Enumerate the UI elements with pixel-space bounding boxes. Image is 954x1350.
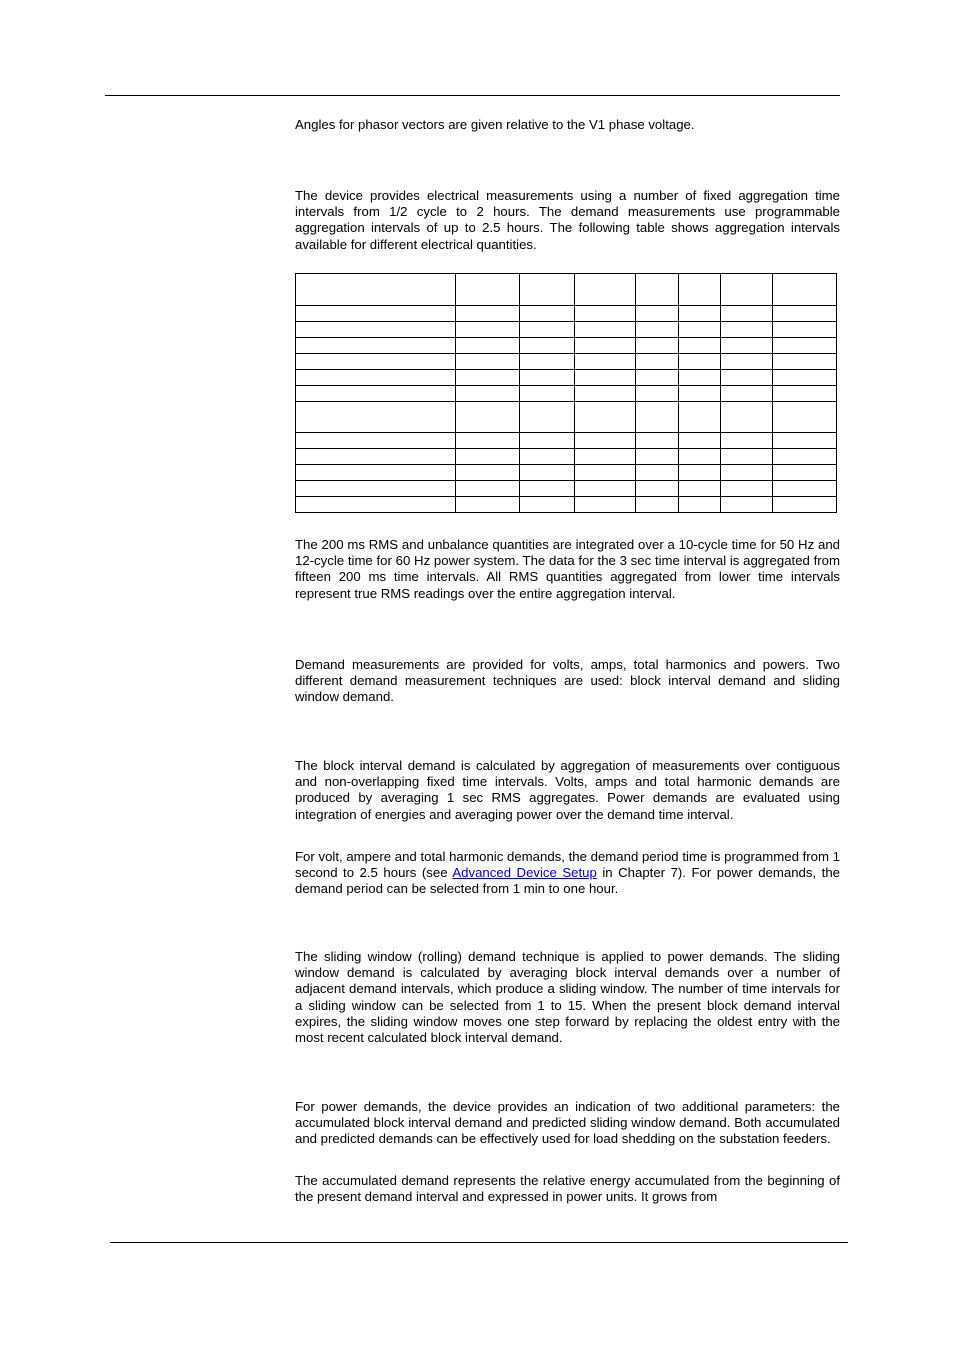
table-header-cell <box>679 274 721 306</box>
table-header-cell <box>456 274 520 306</box>
table-cell <box>520 370 575 386</box>
table-cell <box>773 354 837 370</box>
table-row <box>296 497 837 513</box>
table-cell <box>636 370 679 386</box>
table-cell <box>520 465 575 481</box>
table-cell <box>636 433 679 449</box>
table-cell <box>456 370 520 386</box>
table-cell <box>636 338 679 354</box>
table-cell <box>679 338 721 354</box>
table-header-cell <box>636 274 679 306</box>
table-cell <box>636 306 679 322</box>
table-cell <box>773 322 837 338</box>
demand-period-paragraph <box>295 849 840 898</box>
table-cell <box>721 322 773 338</box>
table-cell <box>773 465 837 481</box>
table-cell <box>575 449 636 465</box>
table-cell <box>721 338 773 354</box>
table-cell <box>721 386 773 402</box>
table-cell <box>575 322 636 338</box>
table-row <box>296 338 837 354</box>
table-row <box>296 322 837 338</box>
table-cell <box>679 481 721 497</box>
table-cell <box>456 465 520 481</box>
table-cell <box>520 322 575 338</box>
table-row <box>296 354 837 370</box>
table-cell <box>520 433 575 449</box>
sliding-window-paragraph: The sliding window (rolling) demand technique is applied to power demands. The sliding window demand is calculated by averaging block interval demands over a number of adjacent demand intervals, which produce a sliding window. The number of time intervals for a sliding window can be selected from 1 to 15. When the present block demand interval expires, the sliding window moves one step forward by replacing the oldest entry with the most recent calculated block interval demand. <box>295 949 840 1046</box>
advanced-device-setup-link[interactable]: Advanced Device Setup <box>452 865 597 881</box>
table-cell <box>456 433 520 449</box>
table-cell <box>296 402 456 433</box>
table-header-row <box>296 274 837 306</box>
header-rule <box>105 95 840 96</box>
table-header-cell <box>773 274 837 306</box>
table-cell <box>296 322 456 338</box>
table-cell <box>520 354 575 370</box>
table-cell <box>575 338 636 354</box>
table-header-cell <box>520 274 575 306</box>
table-cell <box>575 433 636 449</box>
table-cell <box>520 386 575 402</box>
phasor-angles-paragraph: Angles for phasor vectors are given relative to the V1 phase voltage. <box>295 117 695 132</box>
table-cell <box>721 481 773 497</box>
table-cell <box>520 497 575 513</box>
table-cell <box>575 497 636 513</box>
table-cell <box>679 402 721 433</box>
table-cell <box>296 338 456 354</box>
table-cell <box>721 354 773 370</box>
table-cell <box>679 354 721 370</box>
table-cell <box>456 322 520 338</box>
table-cell <box>721 465 773 481</box>
table-cell <box>679 386 721 402</box>
table-cell <box>773 433 837 449</box>
table-cell <box>296 370 456 386</box>
table-cell <box>456 354 520 370</box>
table-cell <box>575 386 636 402</box>
table-cell <box>520 338 575 354</box>
table-cell <box>296 386 456 402</box>
table-cell <box>520 449 575 465</box>
demand-intro-paragraph: Demand measurements are provided for volts, amps, total harmonics and powers. Two different demand measurement techniques are used: block interval demand and sliding window demand. <box>295 657 840 705</box>
table-row <box>296 481 837 497</box>
table-cell <box>456 338 520 354</box>
table-cell <box>296 306 456 322</box>
table-cell <box>721 497 773 513</box>
table-cell <box>520 402 575 433</box>
table-cell <box>773 497 837 513</box>
table-cell <box>773 386 837 402</box>
table-cell <box>636 354 679 370</box>
table-row <box>296 465 837 481</box>
table-cell <box>575 370 636 386</box>
aggregation-intro-paragraph: The device provides electrical measurements using a number of fixed aggregation time intervals from 1/2 cycle to 2 hours. The demand measurements use programmable aggregation intervals of up to 2.5 hours. The following table shows aggregation intervals available for different electrical quantities. <box>295 188 840 252</box>
table-cell <box>296 497 456 513</box>
table-cell <box>456 497 520 513</box>
table-cell <box>679 322 721 338</box>
aggregation-intervals-table <box>295 273 837 513</box>
table-cell <box>636 386 679 402</box>
table-cell <box>575 481 636 497</box>
table-cell <box>679 497 721 513</box>
table-row <box>296 449 837 465</box>
table-cell <box>296 449 456 465</box>
table-cell <box>636 465 679 481</box>
table-cell <box>296 433 456 449</box>
table-cell <box>575 306 636 322</box>
table-cell <box>773 338 837 354</box>
table-cell <box>773 402 837 433</box>
table-row <box>296 306 837 322</box>
accumulated-predicted-paragraph: For power demands, the device provides an indication of two additional parameters: the accumulated block interval demand and predicted sliding window demand. Both accumulated and predicted demands can be effectively used for load shedding on the substation feeders. <box>295 1099 840 1147</box>
table-cell <box>636 481 679 497</box>
table-cell <box>575 402 636 433</box>
table-cell <box>456 306 520 322</box>
table-cell <box>679 449 721 465</box>
table-row <box>296 433 837 449</box>
block-interval-paragraph: The block interval demand is calculated by aggregation of measurements over contiguous and non-overlapping fixed time intervals. Volts, amps and total harmonic demands are produced by averaging 1 sec RMS aggregates. Power demands are evaluated using integration of energies and averaging power over the demand time interval. <box>295 758 840 822</box>
table-cell <box>520 306 575 322</box>
footer-rule <box>110 1242 848 1243</box>
table-cell <box>296 354 456 370</box>
rms-integration-paragraph: The 200 ms RMS and unbalance quantities are integrated over a 10-cycle time for 50 Hz and 12-cycle time for 60 Hz power system. The data for the 3 sec time interval is aggregated from fifteen 200 ms time intervals. All RMS quantities aggregated from lower time intervals represent true RMS readings over the entire aggregation interval. <box>295 537 840 601</box>
table-header-cell <box>721 274 773 306</box>
table-cell <box>773 449 837 465</box>
accumulated-demand-paragraph: The accumulated demand represents the relative energy accumulated from the beginning of the present demand interval and expressed in power units. It grows from <box>295 1173 840 1205</box>
demand-period-text-end: in Chapter 7). For power demands, the demand period can be selected from 1 min to one hour. <box>295 865 840 897</box>
table-cell <box>456 449 520 465</box>
table-cell <box>575 465 636 481</box>
table-cell <box>679 370 721 386</box>
table-cell <box>679 433 721 449</box>
table-row <box>296 386 837 402</box>
table-cell <box>636 322 679 338</box>
table-cell <box>721 370 773 386</box>
table-cell <box>520 481 575 497</box>
table-cell <box>636 449 679 465</box>
table-cell <box>456 481 520 497</box>
table-cell <box>296 481 456 497</box>
table-cell <box>721 306 773 322</box>
table-cell <box>679 465 721 481</box>
table-cell <box>636 497 679 513</box>
table-cell <box>721 402 773 433</box>
table-cell <box>456 402 520 433</box>
table-header-cell <box>296 274 456 306</box>
table-cell <box>296 465 456 481</box>
table-cell <box>773 306 837 322</box>
table-cell <box>773 370 837 386</box>
table-cell <box>575 354 636 370</box>
table-row <box>296 402 837 433</box>
table-cell <box>773 481 837 497</box>
table-cell <box>456 386 520 402</box>
table-header-cell <box>575 274 636 306</box>
table-cell <box>721 433 773 449</box>
table-row <box>296 370 837 386</box>
table-cell <box>721 449 773 465</box>
table-cell <box>636 402 679 433</box>
demand-period-text: For volt, ampere and total harmonic demands, the demand period time is programmed from 1 second to 2.5 hours (see <box>295 849 840 881</box>
table-cell <box>679 306 721 322</box>
